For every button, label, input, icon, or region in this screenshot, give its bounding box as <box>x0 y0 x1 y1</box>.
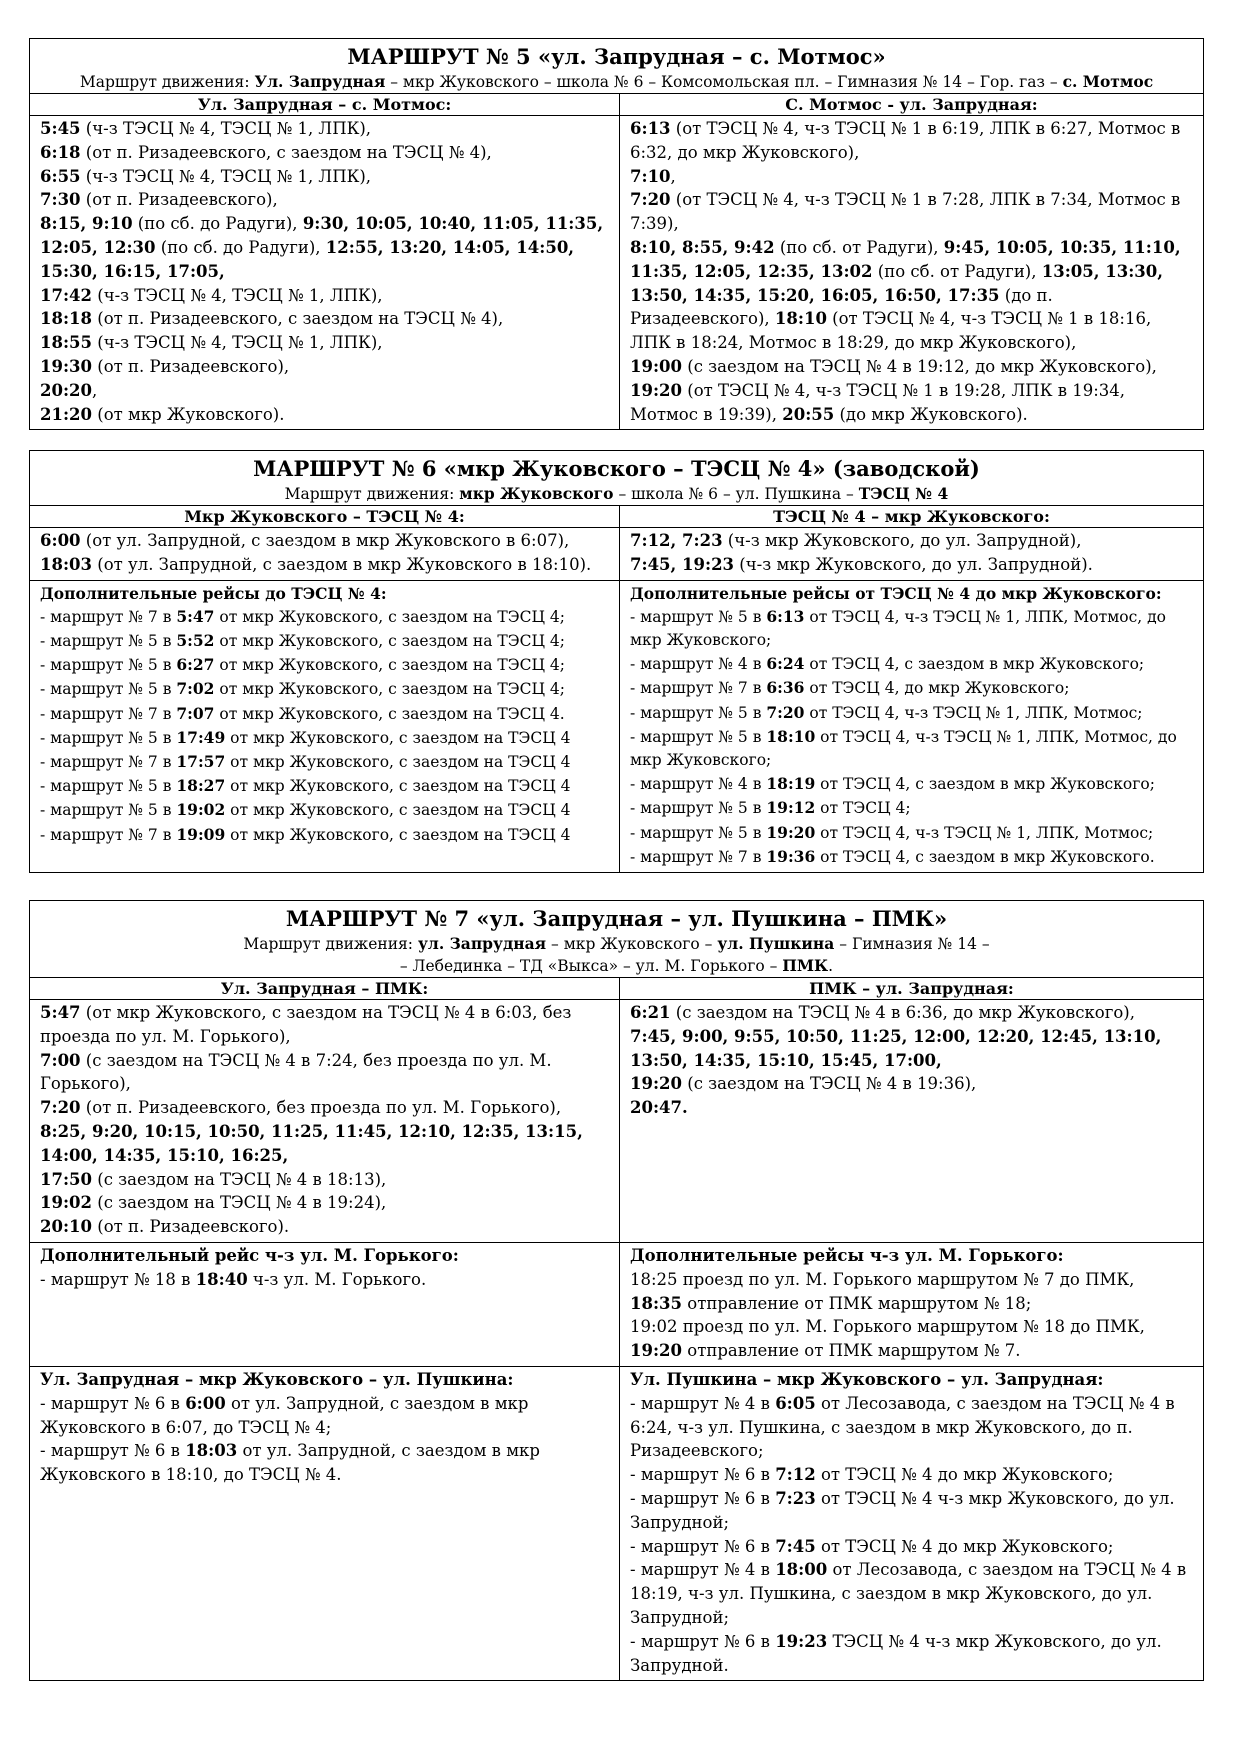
gorky-outbound-heading: Дополнительный рейс ч-з ул. М. Горького: <box>40 1245 459 1265</box>
route-7-path: Маршрут движения: ул. Запрудная – мкр Жуковского – ул. Пушкина – Гимназия № 14 – – Лебединка – ТД «Выкса» – ул. М. Горького – ПМК. <box>243 934 990 975</box>
list-item: - маршрут № 5 в 6:27 от мкр Жуковского, с заездом на ТЭСЦ 4; <box>40 655 565 675</box>
route-6-block <box>29 450 1204 873</box>
list-item: - маршрут № 7 в 5:47 от мкр Жуковского, с заездом на ТЭСЦ 4; <box>40 606 565 626</box>
extra-to-tesc-heading: Дополнительные рейсы до ТЭСЦ № 4: <box>40 583 387 603</box>
list-item: - маршрут № 5 в 19:20 от ТЭСЦ 4, ч-з ТЭСЦ № 1, ЛПК, Мотмос; <box>630 822 1154 842</box>
list-item: - маршрут № 4 в 18:19 от ТЭСЦ 4, с заездом в мкр Жуковского; <box>630 774 1155 794</box>
route-6-title: МАРШРУТ № 6 «мкр Жуковского – ТЭСЦ № 4» (заводской) <box>253 456 980 481</box>
route-5-schedule <box>30 115 1203 429</box>
route-5-outbound-times: 5:45 (ч-з ТЭСЦ № 4, ТЭСЦ № 1, ЛПК), 6:18 (от п. Ризадеевского, с заездом на ТЭСЦ № 4), 6:55 (ч-з ТЭСЦ № 4, ТЭСЦ № 1, ЛПК), 7:30 (от п. Ризадеевского), 8:15, 9:10 (по сб. до Радуги), 9:30, 10:05, 10:40, 11:05, 11:35, 12:05, 12:30 (по сб. до Радуги), 12:55, 13:20, 14:05, 14:50, 15:30, 16:15, 17:05, 17:42 (ч-з ТЭСЦ № 4, ТЭСЦ № 1, ЛПК), 18:18 (от п. Ризадеевского, с заездом на ТЭСЦ № 4), 18:55 (ч-з ТЭСЦ № 4, ТЭСЦ № 1, ЛПК), 19:30 (от п. Ризадеевского), 20:20, 21:20 (от мкр Жуковского). <box>40 119 604 424</box>
pushkina-outbound-heading: Ул. Запрудная – мкр Жуковского – ул. Пушкина: <box>40 1369 514 1389</box>
list-item: - маршрут № 5 в 5:52 от мкр Жуковского, с заездом на ТЭСЦ 4; <box>40 631 565 650</box>
gorky-inbound-heading: Дополнительные рейсы ч-з ул. М. Горького: <box>630 1245 1064 1265</box>
route-7-pushkina-outbound <box>30 1367 619 1680</box>
route-6-inbound-times: 7:12, 7:23 (ч-з мкр Жуковского, до ул. Запрудной), 7:45, 19:23 (ч-з мкр Жуковского, до ул. Запрудной). <box>619 528 1203 580</box>
list-item: 18:35 отправление от ПМК маршрутом № 18; <box>630 1293 1032 1313</box>
route-5-inbound-times: 6:13 (от ТЭСЦ № 4, ч-з ТЭСЦ № 1 в 6:19, ЛПК в 6:27, Мотмос в 6:32, до мкр Жуковского), 7:10, 7:20 (от ТЭСЦ № 4, ч-з ТЭСЦ № 1 в 7:28, ЛПК в 7:34, Мотмос в 7:39), 8:10, 8:55, 9:42 (по сб. от Радуги), 9:45, 10:05, 10:35, 11:10, 11:35, 12:05, 12:35, 13:02 (по сб. от Радуги), 13:05, 13:30, 13:50, 14:35, 15:20, 16:05, 16:50, 17:35 (до п. Ризадеевского), 18:10 (от ТЭСЦ № 4, ч-з ТЭСЦ № 1 в 18:16, ЛПК в 18:24, Мотмос в 18:29, до мкр Жуковского), 19:00 (с заездом на ТЭСЦ № 4 в 19:12, до мкр Жуковского), 19:20 (от ТЭСЦ № 4, ч-з ТЭСЦ № 1 в 19:28, ЛПК в 19:34, Мотмос в 19:39), 20:55 (до мкр Жуковского). <box>619 116 1203 429</box>
list-item: - маршрут № 6 в 7:23 от ТЭСЦ № 4 ч-з мкр Жуковского, до ул. Запрудной; <box>630 1488 1175 1532</box>
list-item: - маршрут № 5 в 17:49 от мкр Жуковского, с заездом на ТЭСЦ 4 <box>40 727 571 747</box>
list-item: - маршрут № 7 в 19:36 от ТЭСЦ 4, с заездом в мкр Жуковского. <box>630 846 1155 866</box>
route-5-block <box>29 38 1204 430</box>
route-5-column-headers <box>30 93 1203 115</box>
list-item: - маршрут № 18 в 18:40 ч-з ул. М. Горького. <box>40 1269 427 1289</box>
list-item: - маршрут № 4 в 6:24 от ТЭСЦ 4, с заездом в мкр Жуковского; <box>630 654 1145 674</box>
route-6-extra-trips <box>30 580 1203 872</box>
route-7-gorky-outbound <box>30 1243 619 1366</box>
list-item: - маршрут № 5 в 18:27 от мкр Жуковского, с заездом на ТЭСЦ 4 <box>40 776 571 796</box>
route-6-schedule <box>30 527 1203 580</box>
list-item: - маршрут № 7 в 19:09 от мкр Жуковского, с заездом на ТЭСЦ 4 <box>40 824 571 844</box>
list-item: - маршрут № 5 в 7:20 от ТЭСЦ 4, ч-з ТЭСЦ № 1, ЛПК, Мотмос; <box>630 702 1143 722</box>
route-6-path: Маршрут движения: мкр Жуковского – школа № 6 – ул. Пушкина – ТЭСЦ № 4 <box>284 484 949 503</box>
route-7-column-headers <box>30 977 1203 999</box>
list-item: - маршрут № 7 в 17:57 от мкр Жуковского, с заездом на ТЭСЦ 4 <box>40 752 571 772</box>
list-item: - маршрут № 4 в 18:00 от Лесозавода, с заездом на ТЭСЦ № 4 в 18:19, ч-з ул. Пушкина, с заездом в мкр Жуковского, до ул. Запрудной; <box>630 1560 1187 1627</box>
list-item: 18:25 проезд по ул. М. Горького маршрутом № 7 до ПМК, <box>630 1269 1135 1289</box>
route-7-schedule <box>30 999 1203 1242</box>
list-item: - маршрут № 6 в 7:45 от ТЭСЦ № 4 до мкр Жуковского; <box>630 1536 1114 1556</box>
pushkina-inbound-heading: Ул. Пушкина – мкр Жуковского – ул. Запрудная: <box>630 1369 1104 1389</box>
route-5-path: Маршрут движения: Ул. Запрудная – мкр Жуковского – школа № 6 – Комсомольская пл. – Гимназия № 14 – Гор. газ – с. Мотмос <box>79 72 1154 91</box>
list-item: 19:02 проезд по ул. М. Горького маршрутом № 18 до ПМК, <box>630 1317 1145 1337</box>
route-6-outbound-times: 6:00 (от ул. Запрудной, с заездом в мкр Жуковского в 6:07), 18:03 (от ул. Запрудной, с заездом в мкр Жуковского в 18:10). <box>40 531 592 574</box>
list-item: 19:20 отправление от ПМК маршрутом № 7. <box>630 1341 1021 1361</box>
route-7-pushkina-trips <box>30 1366 1203 1680</box>
route-6-outbound-header: Мкр Жуковского – ТЭСЦ № 4: <box>184 507 465 526</box>
route-7-block <box>29 900 1204 1681</box>
route-6-inbound-header: ТЭСЦ № 4 – мкр Жуковского: <box>619 506 1203 527</box>
route-6-column-headers <box>30 505 1203 527</box>
route-5-inbound-header: С. Мотмос - ул. Запрудная: <box>619 94 1203 115</box>
list-item: - маршрут № 5 в 7:02 от мкр Жуковского, с заездом на ТЭСЦ 4; <box>40 679 565 699</box>
route-6-extra-to-tesc <box>30 581 619 872</box>
list-item: - маршрут № 6 в 6:00 от ул. Запрудной, с заездом в мкр Жуковского в 6:07, до ТЭСЦ № 4; <box>40 1393 529 1437</box>
route-7-outbound-header: Ул. Запрудная – ПМК: <box>220 979 429 998</box>
list-item: - маршрут № 5 в 19:02 от мкр Жуковского, с заездом на ТЭСЦ 4 <box>40 800 571 820</box>
route-6-extra-from-tesc <box>619 581 1203 872</box>
route-7-gorky-trips <box>30 1242 1203 1366</box>
list-item: - маршрут № 6 в 18:03 от ул. Запрудной, с заездом в мкр Жуковского в 18:10, до ТЭСЦ № 4. <box>40 1441 540 1485</box>
route-7-inbound-times: 6:21 (с заездом на ТЭСЦ № 4 в 6:36, до мкр Жуковского), 7:45, 9:00, 9:55, 10:50, 11:25, 12:00, 12:20, 12:45, 13:10, 13:50, 14:35, 15:10, 15:45, 17:00, 19:20 (с заездом на ТЭСЦ № 4 в 19:36), 20:47. <box>619 1000 1203 1242</box>
route-7-title: МАРШРУТ № 7 «ул. Запрудная – ул. Пушкина – ПМК» <box>285 906 948 931</box>
list-item: - маршрут № 5 в 19:12 от ТЭСЦ 4; <box>630 798 911 818</box>
route-7-gorky-inbound <box>619 1243 1203 1366</box>
list-item: - маршрут № 5 в 6:13 от ТЭСЦ 4, ч-з ТЭСЦ № 1, ЛПК, Мотмос, до мкр Жуковского; <box>630 606 1166 649</box>
route-5-title: МАРШРУТ № 5 «ул. Запрудная – с. Мотмос» <box>347 44 886 69</box>
route-7-pushkina-inbound <box>619 1367 1203 1680</box>
route-7-inbound-header: ПМК – ул. Запрудная: <box>619 978 1203 999</box>
list-item: - маршрут № 4 в 6:05 от Лесозавода, с заездом на ТЭСЦ № 4 в 6:24, ч-з ул. Пушкина, с заездом в мкр Жуковского, до п. Ризадеевского; <box>630 1393 1175 1461</box>
extra-from-tesc-heading: Дополнительные рейсы от ТЭСЦ № 4 до мкр Жуковского: <box>630 583 1162 603</box>
list-item: - маршрут № 5 в 18:10 от ТЭСЦ 4, ч-з ТЭСЦ № 1, ЛПК, Мотмос, до мкр Жуковского; <box>630 726 1177 770</box>
list-item: - маршрут № 6 в 7:12 от ТЭСЦ № 4 до мкр Жуковского; <box>630 1465 1114 1485</box>
list-item: - маршрут № 6 в 19:23 ТЭСЦ № 4 ч-з мкр Жуковского, до ул. Запрудной. <box>630 1631 1162 1675</box>
list-item: - маршрут № 7 в 7:07 от мкр Жуковского, с заездом на ТЭСЦ 4. <box>40 703 565 723</box>
list-item: - маршрут № 7 в 6:36 от ТЭСЦ 4, до мкр Жуковского; <box>630 678 1070 698</box>
route-5-outbound-header: Ул. Запрудная – с. Мотмос: <box>197 95 452 114</box>
route-7-outbound-times: 5:47 (от мкр Жуковского, с заездом на ТЭСЦ № 4 в 6:03, без проезда по ул. М. Горького), 7:00 (с заездом на ТЭСЦ № 4 в 7:24, без проезда по ул. М. Горького), 7:20 (от п. Ризадеевского, без проезда по ул. М. Горького), 8:25, 9:20, 10:15, 10:50, 11:25, 11:45, 12:10, 12:35, 13:15, 14:00, 14:35, 15:10, 16:25, 17:50 (с заездом на ТЭСЦ № 4 в 18:13), 19:02 (с заездом на ТЭСЦ № 4 в 19:24), 20:10 (от п. Ризадеевского). <box>40 1003 583 1237</box>
